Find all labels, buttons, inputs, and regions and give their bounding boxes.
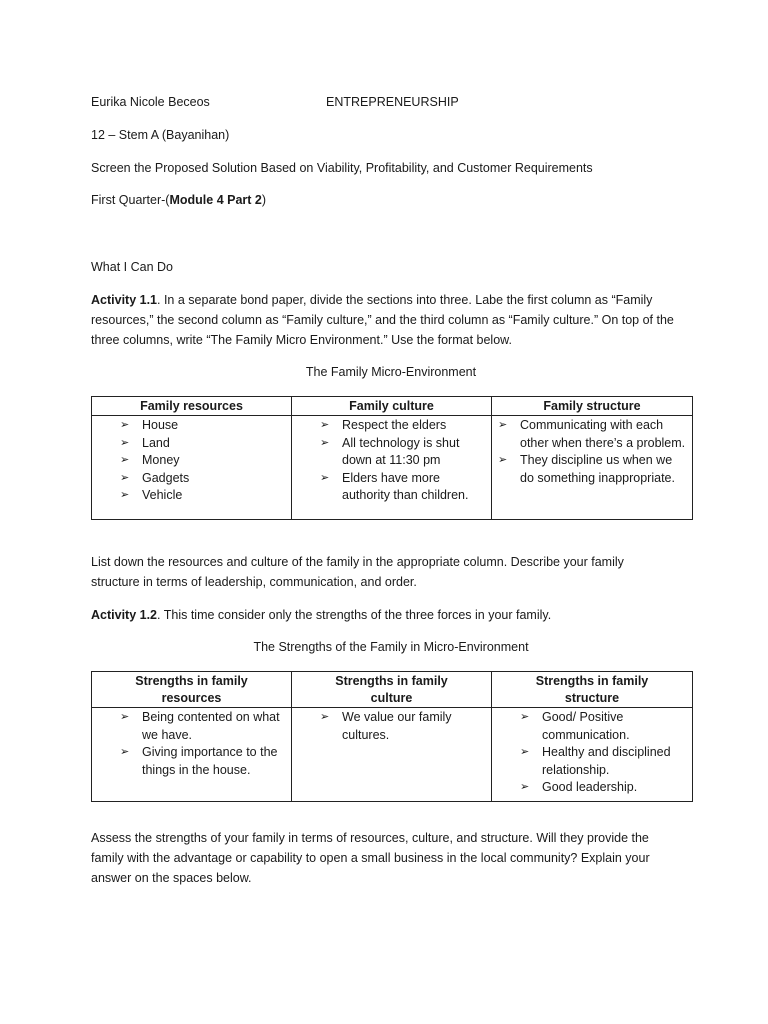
list-item — [520, 779, 686, 797]
table-header-cell: Family structure — [492, 397, 693, 416]
table2-title: The Strengths of the Family in Micro-Environment — [253, 640, 529, 654]
quarter-line — [91, 190, 266, 210]
list-item — [498, 452, 686, 487]
table-cell — [292, 708, 492, 802]
quarter-suffix: ) — [261, 193, 267, 207]
list-item-text: Money — [142, 453, 180, 467]
bullet-list — [320, 709, 485, 744]
arrow-bullet-icon: ➢ — [320, 419, 330, 431]
arrow-bullet-icon: ➢ — [320, 471, 330, 484]
table1-title: The Family Micro-Environment — [305, 365, 477, 379]
table-cell — [92, 708, 292, 802]
activity-1-1-paragraph — [91, 290, 681, 350]
arrow-bullet-icon: ➢ — [320, 436, 330, 449]
list-instruction: List down the resources and culture of the family in the appropriate column. Describe your family structure in terms of leadership, communication, and order. — [91, 555, 624, 589]
arrow-bullet-icon: ➢ — [120, 746, 130, 758]
list-item-text: Being contented on what we have. — [142, 710, 280, 742]
activity-1-2-paragraph — [91, 605, 681, 625]
list-item-text: Land — [142, 435, 170, 450]
list-item-text: Giving importance to the things in the house. — [142, 745, 278, 777]
list-item — [320, 709, 485, 744]
activity-1-1-text: . In a separate bond paper, divide the sections into three. Labe the first column as “Family resources,” the second column as “Family culture,” and the third column as “Family culture.” On top of the three columns, write “The Family Micro Environment.” Use the format below. — [91, 293, 674, 347]
list-item-text: Good leadership. — [542, 780, 638, 794]
list-item-text: We value our family cultures. — [342, 710, 452, 742]
list-item-text: Elders have more authority than children. — [342, 470, 469, 502]
bullet-list — [120, 709, 285, 779]
bullet-list — [498, 417, 686, 487]
list-item — [120, 744, 285, 779]
list-item-text: House — [142, 418, 179, 432]
family-strengths-table — [91, 671, 693, 802]
arrow-bullet-icon: ➢ — [120, 489, 130, 501]
activity-1-2-label: Activity 1.2 — [91, 608, 158, 622]
arrow-bullet-icon: ➢ — [520, 711, 530, 723]
list-item-text: Healthy and disciplined relationship. — [542, 745, 671, 777]
quarter-prefix: First Quarter-( — [91, 193, 170, 207]
activity-1-2-text: . This time consider only the strengths of the three forces in your family. — [157, 608, 552, 622]
list-item — [320, 435, 485, 470]
list-item — [498, 417, 686, 452]
list-item-text: Good/ Positive communication. — [542, 710, 630, 742]
assess-paragraph: Assess the strengths of your family in terms of resources, culture, and structure. Will they provide the family with the advantage or capability to open a small business in the local community? Explain your answer on the spaces below. — [91, 831, 650, 885]
list-item — [120, 487, 285, 505]
table-header-cell: Strengths in family culture — [292, 672, 492, 708]
table-row — [92, 708, 693, 802]
list-item — [120, 470, 285, 488]
arrow-bullet-icon: ➢ — [120, 419, 130, 431]
list-item-text: Communicating with each other when there’s a problem. — [520, 418, 686, 450]
table-header-row — [92, 672, 693, 708]
table-cell — [492, 416, 693, 520]
arrow-bullet-icon: ➢ — [320, 711, 330, 723]
arrow-bullet-icon: ➢ — [120, 471, 130, 484]
bullet-list — [120, 417, 285, 505]
family-micro-environment-table — [91, 396, 693, 520]
subject-title: ENTREPRENEURSHIP — [326, 95, 459, 109]
table-cell — [492, 708, 693, 802]
list-item — [520, 744, 686, 779]
bullet-list — [320, 417, 485, 505]
arrow-bullet-icon: ➢ — [520, 746, 530, 758]
arrow-bullet-icon: ➢ — [498, 419, 508, 431]
table-header-cell: Family culture — [292, 397, 492, 416]
bullet-list — [520, 709, 686, 797]
list-item-text: Respect the elders — [342, 418, 447, 432]
student-name: Eurika Nicole Beceos — [91, 95, 210, 109]
arrow-bullet-icon: ➢ — [120, 436, 130, 449]
lesson-topic: Screen the Proposed Solution Based on Viability, Profitability, and Customer Requirements — [91, 161, 593, 175]
arrow-bullet-icon: ➢ — [120, 711, 130, 723]
list-item-text: All technology is shut down at 11:30 pm — [342, 435, 460, 467]
list-item — [120, 435, 285, 453]
table-row — [92, 416, 693, 520]
list-item — [120, 417, 285, 435]
list-item — [320, 470, 485, 505]
quarter-module: Module 4 Part 2 — [169, 193, 262, 207]
table-header-cell: Family resources — [92, 397, 292, 416]
table-header-cell: Strengths in family resources — [92, 672, 292, 708]
list-item-text: Gadgets — [142, 470, 190, 485]
list-item-text: Vehicle — [142, 488, 183, 502]
table-cell — [92, 416, 292, 520]
table-cell — [292, 416, 492, 520]
table-header-cell: Strengths in family structure — [492, 672, 693, 708]
list-item — [120, 709, 285, 744]
grade-section: 12 – Stem A (Bayanihan) — [91, 128, 230, 142]
arrow-bullet-icon: ➢ — [120, 454, 130, 466]
table-header-row — [92, 397, 693, 416]
list-item — [320, 417, 485, 435]
list-item — [120, 452, 285, 470]
section-heading: What I Can Do — [91, 260, 173, 274]
list-item — [520, 709, 686, 744]
arrow-bullet-icon: ➢ — [520, 781, 530, 793]
arrow-bullet-icon: ➢ — [498, 454, 508, 466]
list-item-text: They discipline us when we do something inappropriate. — [520, 453, 675, 485]
activity-1-1-label: Activity 1.1 — [91, 293, 158, 307]
